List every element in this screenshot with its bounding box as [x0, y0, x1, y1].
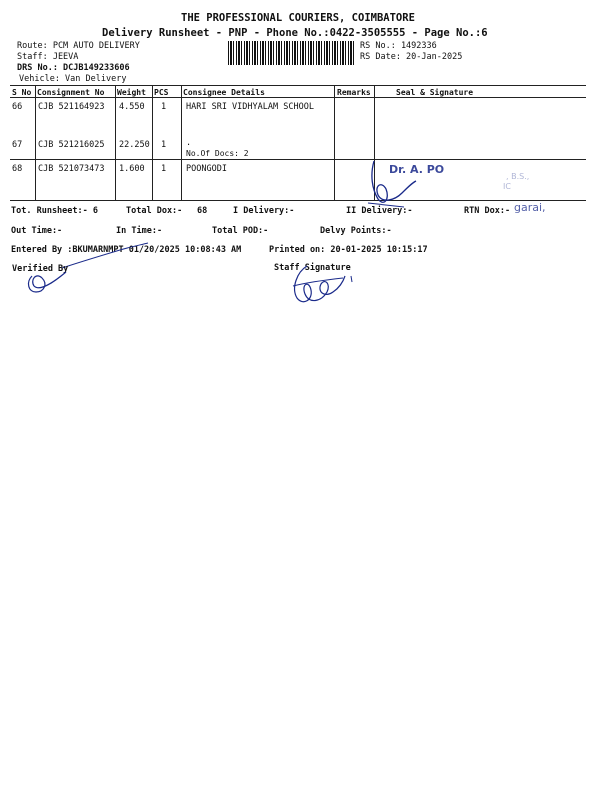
col-header-weight: Weight — [117, 88, 146, 97]
stamp-name: Dr. A. PO — [389, 163, 445, 176]
stamp-degree: , B.S., — [506, 172, 530, 181]
verified-by-label: Verified By — [12, 264, 69, 274]
rs-date: RS Date: 20-Jan-2025 — [360, 52, 463, 62]
rs-number: RS No.: 1492336 — [360, 41, 437, 51]
staff-signature — [285, 262, 365, 310]
cell-consignee: HARI SRI VIDHYALAM SCHOOL — [186, 102, 314, 112]
col-header-sno: S No — [12, 88, 32, 97]
col-header-remarks: Remarks — [337, 88, 371, 97]
cell-pcs: 1 — [161, 140, 167, 150]
i-delivery: I Delivery:- — [233, 206, 295, 216]
cell-consignment: CJB 521073473 — [38, 164, 105, 174]
company-title: THE PROFESSIONAL COURIERS, COIMBATORE — [181, 12, 415, 24]
ii-delivery: II Delivery:- — [346, 206, 413, 216]
col-header-consignment: Consignment No — [37, 88, 105, 97]
cell-docs-note: No.Of Docs: 2 — [186, 149, 249, 158]
cell-pcs: 1 — [161, 102, 167, 112]
verifier-signature — [20, 262, 80, 302]
out-time: Out Time:- — [11, 226, 63, 236]
entered-by: Entered By :BKUMARNMPT 01/20/2025 10:08:43 AM — [11, 245, 242, 255]
runsheet-subtitle: Delivery Runsheet - PNP - Phone No.:0422-3505555 - Page No.:6 — [102, 27, 488, 39]
cell-consignment: CJB 521216025 — [38, 140, 105, 150]
total-dox-label: Total Dox:- — [126, 206, 183, 216]
cell-pcs: 1 — [161, 164, 167, 174]
stamp-line: IC — [503, 182, 511, 191]
delvy-points: Delvy Points:- — [320, 226, 392, 236]
printed-on: Printed on: 20-01-2025 10:15:17 — [269, 245, 428, 255]
barcode — [228, 41, 354, 65]
col-header-seal: Seal & Signature — [396, 88, 474, 97]
cell-weight: 22.250 — [119, 140, 150, 150]
cell-consignee: POONGODI — [186, 164, 227, 174]
stamp-handwritten: garai, — [514, 201, 546, 214]
rtn-dox: RTN Dox:- — [464, 206, 511, 216]
cell-consignment: CJB 521164923 — [38, 102, 105, 112]
total-dox-value: 68 — [197, 206, 208, 216]
tot-runsheet: Tot. Runsheet:- 6 — [11, 206, 98, 216]
col-header-pcs: PCS — [154, 88, 169, 97]
in-time: In Time:- — [116, 226, 163, 236]
route-label: Route: PCM AUTO DELIVERY — [17, 41, 140, 51]
col-header-consignee: Consignee Details — [183, 88, 265, 97]
cell-weight: 1.600 — [119, 164, 145, 174]
staff-label: Staff: JEEVA — [17, 52, 79, 62]
cell-weight: 4.550 — [119, 102, 145, 112]
drs-number: DRS No.: DCJB149233606 — [17, 63, 130, 73]
cell-sno: 67 — [12, 140, 23, 150]
cell-consignee: . — [186, 138, 192, 148]
cell-sno: 68 — [12, 164, 23, 174]
staff-signature-label: Staff Signature — [274, 263, 351, 273]
total-pod: Total POD:- — [212, 226, 269, 236]
vehicle-label: Vehicle: Van Delivery — [19, 74, 127, 84]
cell-sno: 66 — [12, 102, 23, 112]
